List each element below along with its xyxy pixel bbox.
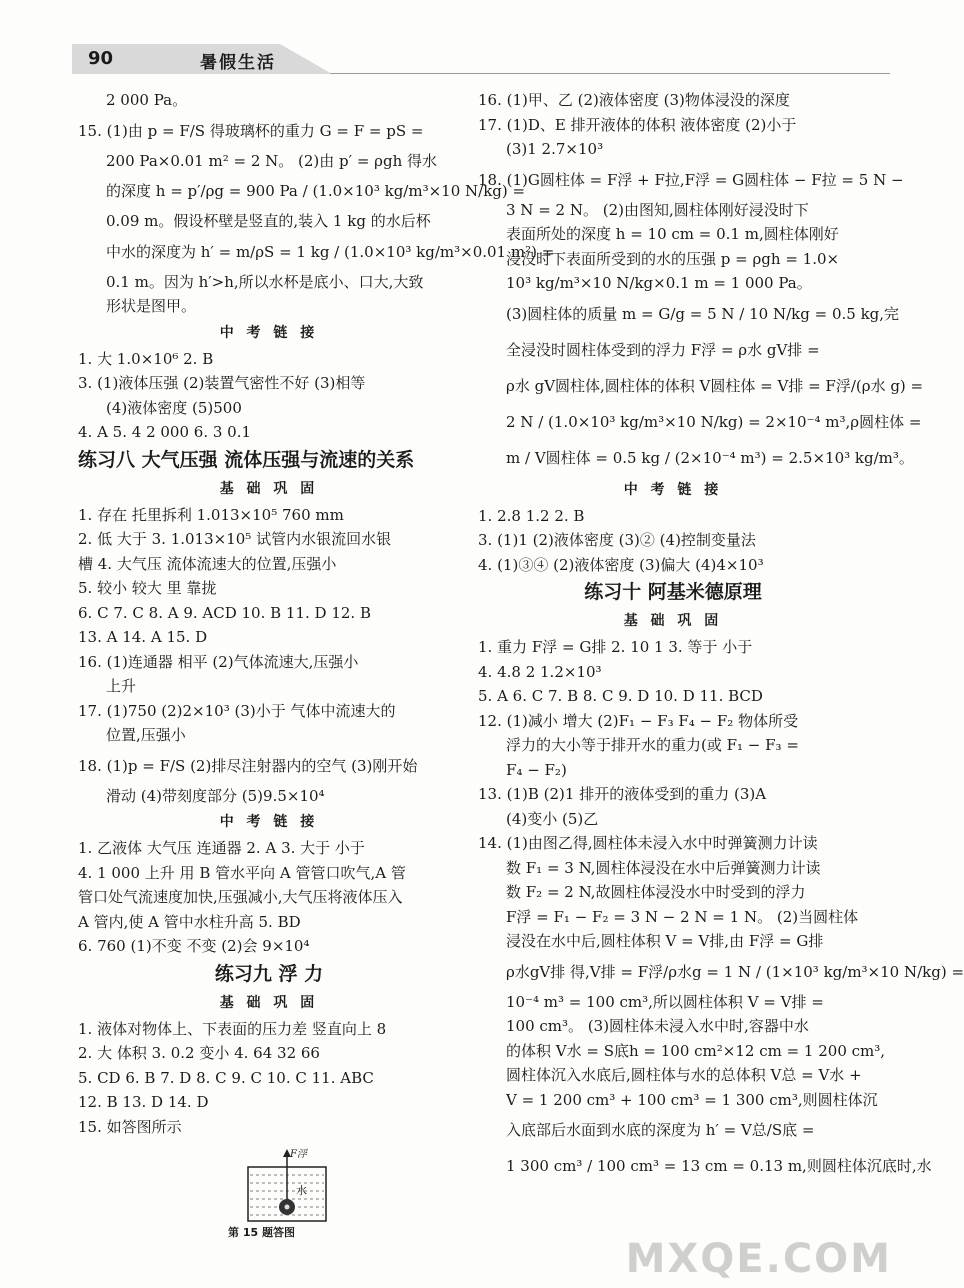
answer-line: 16. (1)连通器 相平 (2)气体流速大,压强小 <box>78 652 359 671</box>
answer-line: 数 F₁ = 3 N,圆柱体浸没在水中后弹簧测力计读 <box>506 858 821 877</box>
page-header <box>0 0 900 80</box>
answer-line: 2. 大 体积 3. 0.2 变小 4. 64 32 66 <box>78 1044 320 1062</box>
answer-line: 全浸没时圆柱体受到的浮力 F浮 = ρ水 gV排 = <box>506 340 820 359</box>
answer-line: 200 Pa×0.01 m² = 2 N。 (2)由 p′ = ρgh 得水 <box>106 151 438 170</box>
answer-line: 13. (1)B (2)1 排开的液体受到的重力 (3)A <box>478 785 767 803</box>
answer-line: 滑动 (4)带刻度部分 (5)9.5×10⁴ <box>106 786 325 805</box>
subsection-heading: 中 考 链 接 <box>623 481 723 498</box>
answer-line: 0.1 m。因为 h′>h,所以水杯是底小、口大,大致 <box>106 272 424 291</box>
answer-line: 3 N = 2 N。 (2)由图知,圆柱体刚好浸没时下 <box>506 200 809 219</box>
answer-line: 3. (1)1 (2)液体密度 (3)② (4)控制变量法 <box>478 531 756 549</box>
answer-line: 槽 4. 大气压 流体流速大的位置,压强小 <box>78 554 337 573</box>
answer-line: 形状是图甲。 <box>106 297 197 315</box>
answer-line: 13. A 14. A 15. D <box>78 628 208 646</box>
subsection-heading: 基 础 巩 固 <box>219 480 319 497</box>
answer-line: 浸没在水中后,圆柱体积 V = V排,由 F浮 = G排 <box>506 932 824 950</box>
section-title-8: 练习八 大气压强 流体压强与流速的关系 <box>78 448 415 471</box>
answer-line: 5. A 6. C 7. B 8. C 9. D 10. D 11. BCD <box>478 687 763 705</box>
answer-line: 12. B 13. D 14. D <box>78 1093 209 1111</box>
answer-line: 16. (1)甲、乙 (2)液体密度 (3)物体浸没的深度 <box>478 91 790 109</box>
force-label: F浮 <box>290 1149 307 1160</box>
answer-line: 1. 液体对物体上、下表面的压力差 竖直向上 8 <box>78 1019 387 1038</box>
answer-line: 10⁻⁴ m³ = 100 cm³,所以圆柱体积 V = V排 = <box>506 992 824 1011</box>
answer-line: 0.09 m。假设杯壁是竖直的,装入 1 kg 的水后杯 <box>106 212 431 230</box>
answer-line: 浸没时下表面所受到的水的压强 p = ρgh = 1.0× <box>506 249 840 268</box>
subsection-heading: 中 考 链 接 <box>219 324 319 341</box>
right-column <box>478 88 964 1184</box>
answer-line: 入底部后水面到水底的深度为 h′ = V总/S底 = <box>506 1121 815 1139</box>
answer-line: 1 300 cm³ / 100 cm³ = 13 cm = 0.13 m,则圆柱体沉底时,水 <box>506 1157 932 1175</box>
book-title: 暑假生活 <box>200 53 276 73</box>
answer-line: m / V圆柱体 = 0.5 kg / (2×10⁻⁴ m³) = 2.5×10³ kg/m³。 <box>506 448 914 467</box>
answer-line: 18. (1)G圆柱体 = F浮 + F拉,F浮 = G圆柱体 − F拉 = 5 N − <box>478 170 904 189</box>
answer-line: V = 1 200 cm³ + 100 cm³ = 1 300 cm³,则圆柱体沉 <box>506 1090 878 1109</box>
answer-line: 1. 2.8 1.2 2. B <box>478 506 585 525</box>
answer-line: 15. (1)由 p = F/S 得玻璃杯的重力 G = F = pS = <box>78 121 424 140</box>
answer-line: 4. 4.8 2 1.2×10³ <box>478 662 602 681</box>
answer-line: 17. (1)750 (2)2×10³ (3)小于 气体中流速大的 <box>78 701 396 720</box>
beaker-diagram <box>238 1143 338 1225</box>
answer-line: 数 F₂ = 2 N,故圆柱体浸没水中时受到的浮力 <box>506 883 806 901</box>
section-title-10: 练习十 阿基米德原理 <box>584 581 762 603</box>
answer-line: 14. (1)由图乙得,圆柱体未浸入水中时弹簧测力计读 <box>478 834 818 852</box>
section-title-9: 练习九 浮 力 <box>214 962 324 985</box>
answer-line: 1. 乙液体 大气压 连通器 2. A 3. 大于 小于 <box>78 839 365 857</box>
answer-line: 10³ kg/m³×10 N/kg×0.1 m = 1 000 Pa。 <box>506 274 812 292</box>
answer-line: 浮力的大小等于排开水的重力(或 F₁ − F₃ = <box>506 736 799 754</box>
answer-line: 17. (1)D、E 排开液体的体积 液体密度 (2)小于 <box>478 115 797 134</box>
subsection-heading: 中 考 链 接 <box>219 814 319 830</box>
answer-line: 2. 低 大于 3. 1.013×10⁵ 试管内水银流回水银 <box>78 530 392 548</box>
answer-line: 12. (1)减小 增大 (2)F₁ − F₃ F₄ − F₂ 物体所受 <box>478 711 799 730</box>
answer-line: ρ水 gV圆柱体,圆柱体的体积 V圆柱体 = V排 = F浮/(ρ水 g) = <box>506 376 924 395</box>
answer-line: 上升 <box>106 677 137 695</box>
answer-line: 4. 1 000 上升 用 B 管水平向 A 管管口吹气,A 管 <box>78 863 406 882</box>
answer-line: F₄ − F₂) <box>506 760 567 779</box>
header-rule <box>330 73 890 74</box>
answer-line: 4. A 5. 4 2 000 6. 3 0.1 <box>78 423 252 441</box>
answer-line: 2 000 Pa。 <box>106 91 188 109</box>
answer-line: F浮 = F₁ − F₂ = 3 N − 2 N = 1 N。 (2)当圆柱体 <box>506 907 859 926</box>
answer-line: 4. (1)③④ (2)液体密度 (3)偏大 (4)4×10³ <box>478 555 764 574</box>
answer-line: 表面所处的深度 h = 10 cm = 0.1 m,圆柱体刚好 <box>506 225 839 243</box>
water-label: 水 <box>296 1184 307 1197</box>
answer-line: 1. 存在 托里拆利 1.013×10⁵ 760 mm <box>78 505 344 524</box>
answer-line: 1. 重力 F浮 = G排 2. 10 1 3. 等于 小于 <box>478 638 753 656</box>
answer-line: 3. (1)液体压强 (2)装置气密性不好 (3)相等 <box>78 374 366 392</box>
answer-line: 6. C 7. C 8. A 9. ACD 10. B 11. D 12. B <box>78 603 371 622</box>
answer-line: 管口处气流速度加快,压强减小,大气压将液体压入 <box>78 888 403 906</box>
subsection-heading: 基 础 巩 固 <box>623 613 723 629</box>
site-watermark: MXQE.COM <box>625 1236 892 1282</box>
answer-line: 的体积 V水 = S底h = 100 cm²×12 cm = 1 200 cm³, <box>506 1041 886 1060</box>
answer-line: (3)1 2.7×10³ <box>506 140 604 158</box>
page-number: 90 <box>88 48 114 69</box>
answer-line: 6. 760 (1)不变 不变 (2)会 9×10⁴ <box>78 937 310 955</box>
answer-line: 1. 大 1.0×10⁶ 2. B <box>78 349 214 368</box>
answer-line: 18. (1)p = F/S (2)排尽注射器内的空气 (3)刚开始 <box>78 756 418 775</box>
answer-line: A 管内,使 A 管中水柱升高 5. BD <box>78 912 301 931</box>
figure-caption: 第 15 题答图 <box>228 1226 295 1239</box>
answer-line: 100 cm³。 (3)圆柱体未浸入水中时,容器中水 <box>506 1017 809 1035</box>
answer-line: (3)圆柱体的质量 m = G/g = 5 N / 10 N/kg = 0.5 kg,完 <box>506 304 900 323</box>
buoyancy-answer-figure <box>238 1143 338 1225</box>
subsection-heading: 基 础 巩 固 <box>219 994 319 1011</box>
answer-line: 圆柱体沉入水底后,圆柱体与水的总体积 V总 = V水 + <box>506 1066 862 1084</box>
answer-line: 的深度 h = p′/ρg = 900 Pa / (1.0×10³ kg/m³×10 N/kg) = <box>106 182 526 200</box>
answer-line: (4)液体密度 (5)500 <box>106 398 242 417</box>
answer-line: ρ水gV排 得,V排 = F浮/ρ水g = 1 N / (1×10³ kg/m³×10 N/kg) = <box>506 962 964 981</box>
answer-line: 5. CD 6. B 7. D 8. C 9. C 10. C 11. ABC <box>78 1068 374 1087</box>
answer-line: 15. 如答图所示 <box>78 1117 182 1136</box>
answer-line: 位置,压强小 <box>106 726 186 744</box>
answer-line: 5. 较小 较大 里 靠拢 <box>78 579 217 597</box>
answer-line: 中水的深度为 h′ = m/ρS = 1 kg / (1.0×10³ kg/m³×0.01 m²) = <box>106 242 555 261</box>
answer-line: 2 N / (1.0×10³ kg/m³×10 N/kg) = 2×10⁻⁴ m³,ρ圆柱体 = <box>506 412 922 431</box>
answer-line: (4)变小 (5)乙 <box>506 809 599 828</box>
